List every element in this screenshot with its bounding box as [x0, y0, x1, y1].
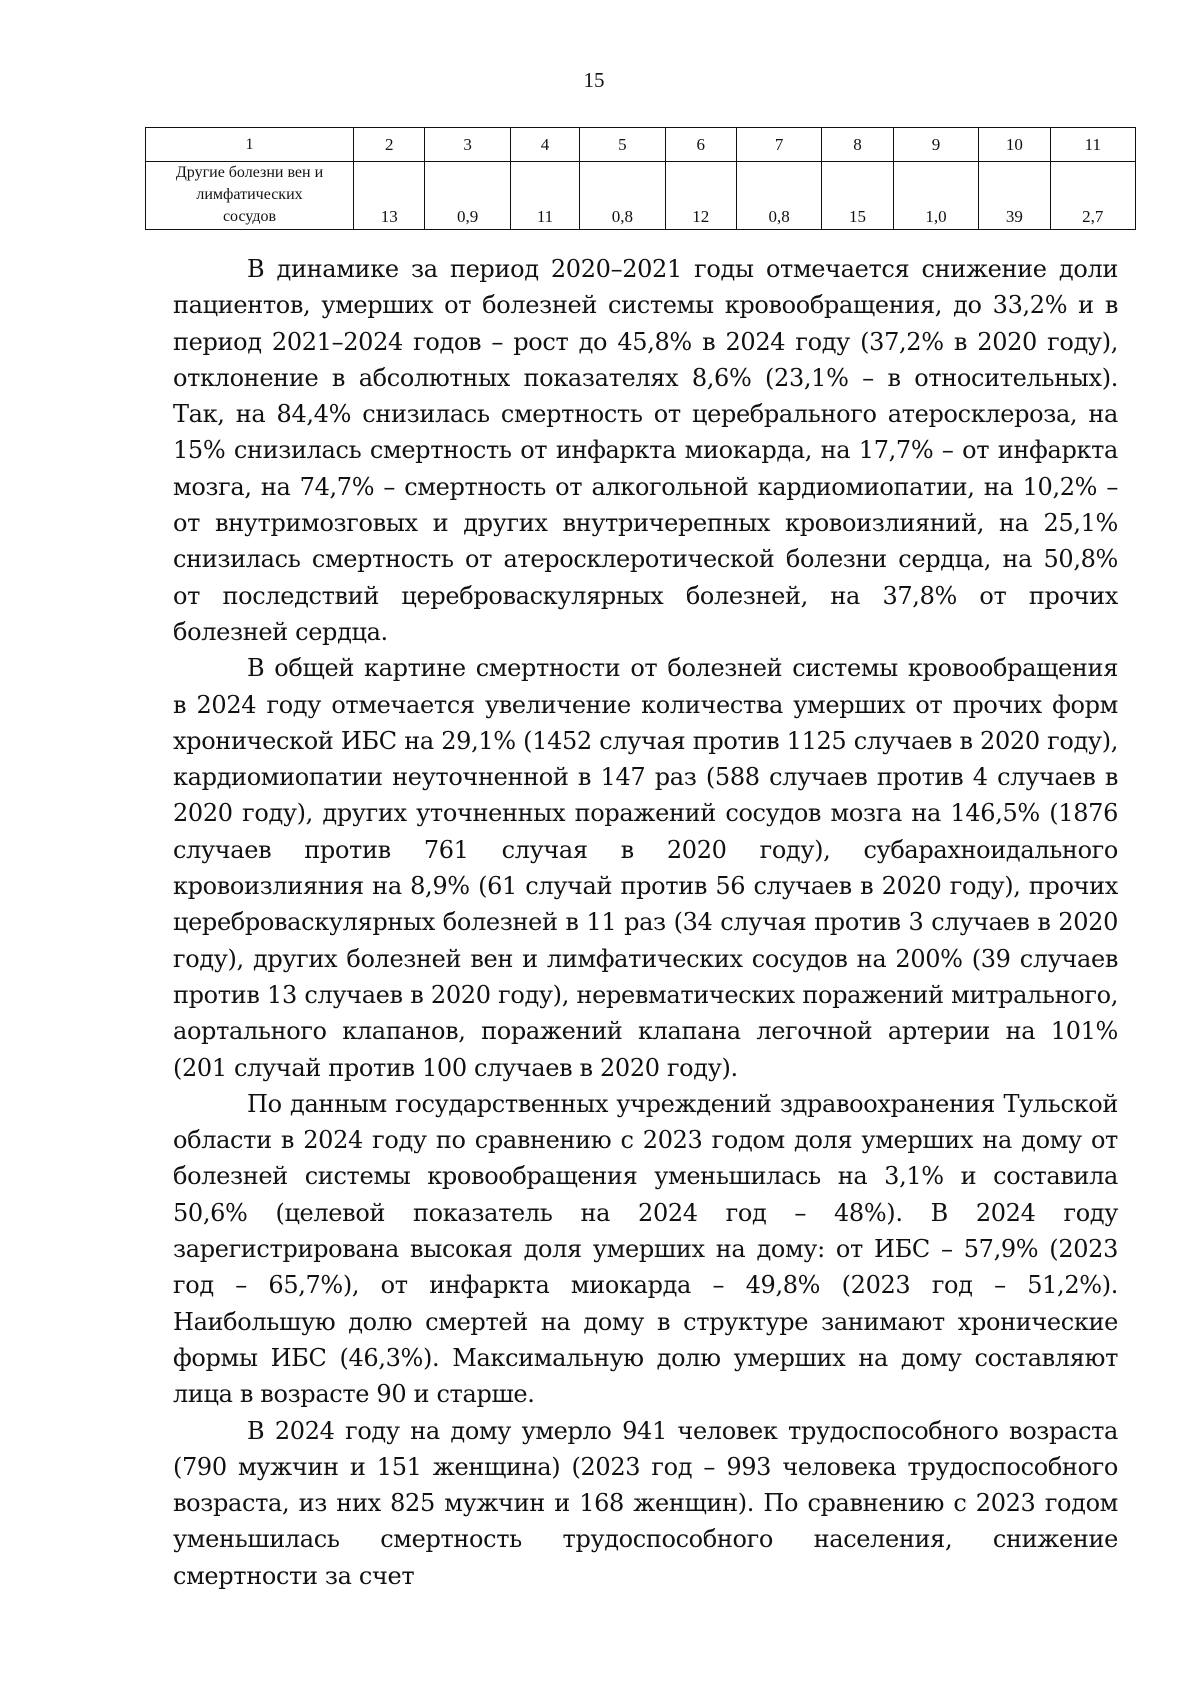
body-text [173, 251, 1118, 1594]
table-cell: 1,0 [893, 162, 978, 230]
table-header-row [146, 128, 1136, 162]
row-label-line: лимфатических [196, 186, 303, 203]
table-cell: 13 [354, 162, 425, 230]
column-number: 9 [893, 128, 978, 162]
column-number: 6 [665, 128, 736, 162]
column-number: 5 [580, 128, 665, 162]
paragraph: В 2024 году на дому умерло 941 человек трудоспособного возраста (790 мужчин и 151 женщина) (2023 год – 993 человека трудоспособного возраста, из них 825 мужчин и 168 женщин). По сравнению с 2023 годом уменьшилась смертность трудоспособного населения, снижение смертности за счет [173, 1416, 1118, 1590]
table-cell: 0,8 [737, 162, 822, 230]
paragraph: В динамике за период 2020–2021 годы отмечается снижение доли пациентов, умерших от болезней системы кровообращения, до 33,2% и в период 2021–2024 годов – рост до 45,8% в 2024 году (37,2% в 2020 году), отклонение в абсолютных показателях 8,6% (23,1% – в относительных). Так, на 84,4% снизилась смертность от церебрального атеросклероза, на 15% снизилась смертность от инфаркта миокарда, на 17,7% – от инфаркта мозга, на 74,7% – смертность от алкогольной кардиомиопатии, на 10,2% – от внутримозговых и других внутричерепных кровоизлияний, на 25,1% снизилась смертность от атеросклеротической болезни сердца, на 50,8% от последствий цереброваскулярных болезней, на 37,8% от прочих болезней сердца. [173, 255, 1118, 646]
table-cell: 12 [665, 162, 736, 230]
row-label-line: Другие болезни вен и [175, 164, 324, 181]
row-label-cell [146, 162, 354, 230]
table-row [146, 162, 1136, 230]
paragraph: В общей картине смертности от болезней системы кровообращения в 2024 году отмечается увеличение количества умерших от прочих форм хронической ИБС на 29,1% (1452 случая против 1125 случаев в 2020 году), кардиомиопатии неуточненной в 147 раз (588 случаев против 4 случаев в 2020 году), других уточненных поражений сосудов мозга на 146,5% (1876 случаев против 761 случая в 2020 году), субарахноидального кровоизлияния на 8,9% (61 случай против 56 случаев в 2020 году), прочих цереброваскулярных болезней в 11 раз (34 случая против 3 случаев в 2020 году), других болезней вен и лимфатических сосудов на 200% (39 случаев против 13 случаев в 2020 году), неревматических поражений митрального, аортального клапанов, поражений клапана легочной артерии на 101% (201 случай против 100 случаев в 2020 году). [173, 654, 1118, 1082]
table-cell: 2,7 [1050, 162, 1135, 230]
column-number: 8 [822, 128, 893, 162]
column-number: 10 [979, 128, 1050, 162]
table-cell: 39 [979, 162, 1050, 230]
table-cell: 11 [510, 162, 579, 230]
column-number: 7 [737, 128, 822, 162]
column-number: 11 [1050, 128, 1135, 162]
column-number: 3 [425, 128, 510, 162]
continued-table [145, 127, 1136, 230]
table-cell: 0,9 [425, 162, 510, 230]
column-number: 2 [354, 128, 425, 162]
page-number: 15 [583, 68, 605, 92]
row-label-line: сосудов [222, 208, 277, 225]
column-number: 1 [146, 128, 354, 162]
paragraph: По данным государственных учреждений здравоохранения Тульской области в 2024 году по сравнению с 2023 годом доля умерших на дому от болезней системы кровообращения уменьшилась на 3,1% и составила 50,6% (целевой показатель на 2024 год – 48%). В 2024 году зарегистрирована высокая доля умерших на дому: от ИБС – 57,9% (2023 год – 65,7%), от инфаркта миокарда – 49,8% (2023 год – 51,2%). Наибольшую долю смертей на дому в структуре занимают хронические формы ИБС (46,3%). Максимальную долю умерших на дому составляют лица в возрасте 90 и старше. [173, 1089, 1118, 1409]
table-cell: 15 [822, 162, 893, 230]
table-cell: 0,8 [580, 162, 665, 230]
column-number: 4 [510, 128, 579, 162]
